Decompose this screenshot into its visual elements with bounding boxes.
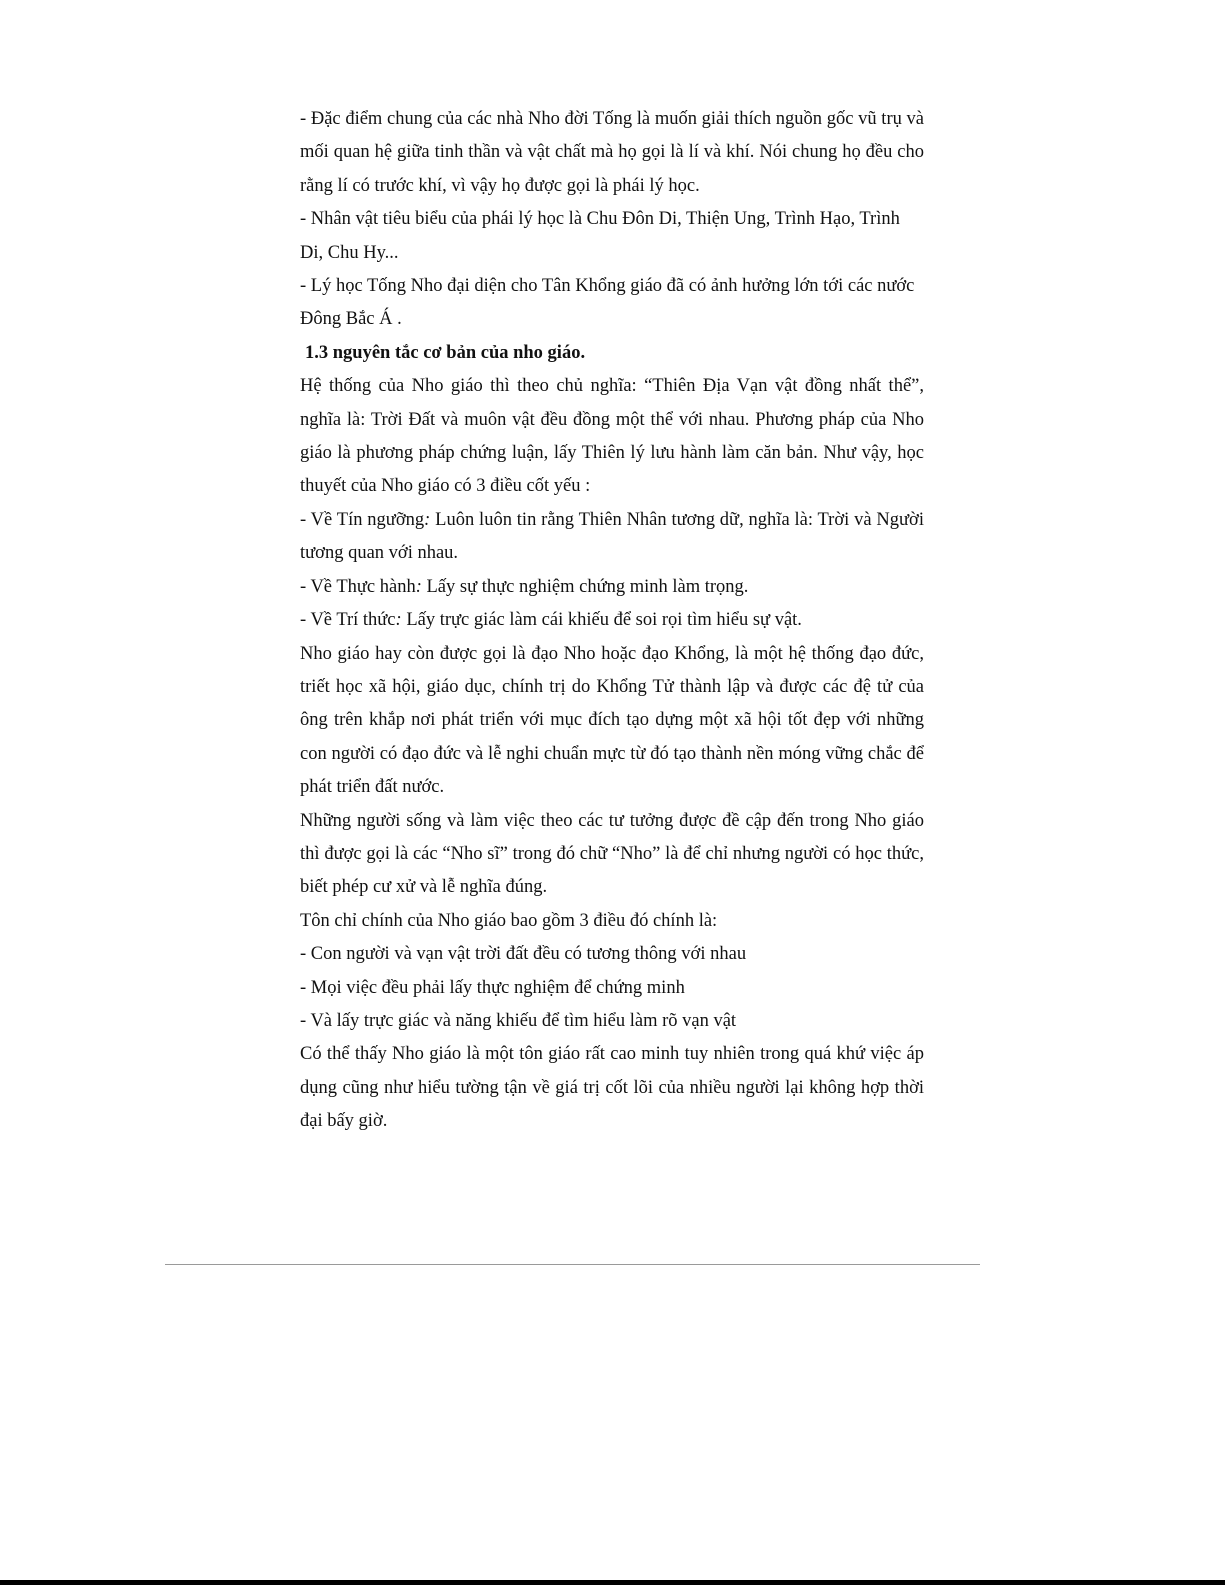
item-text: Lấy sự thực nghiệm chứng minh làm trọng. <box>421 576 749 597</box>
list-item-practice <box>300 571 924 604</box>
bullet-item: - Mọi việc đều phải lấy thực nghiệm để chứng minh <box>300 977 685 998</box>
paragraph-nho-si: Những người sống và làm việc theo các tư tưởng được đề cập đến trong Nho giáo thì được gọi là các “Nho sĩ” trong đó chữ “Nho” là để chỉ nhưng người có học thức, biết phép cư xử và lễ nghĩa đúng. <box>300 810 924 898</box>
bullet-item: - Và lấy trực giác và năng khiếu để tìm hiểu làm rõ vạn vật <box>300 1010 737 1031</box>
page-body <box>300 103 924 1139</box>
list-item-belief <box>300 504 924 571</box>
paragraph-conclusion: Có thể thấy Nho giáo là một tôn giáo rất cao minh tuy nhiên trong quá khứ việc áp dụng cũng như hiểu tường tận về giá trị cốt lõi của nhiều người lại không hợp thời đại bấy giờ. <box>300 1044 924 1132</box>
page-footer-divider <box>165 1264 980 1265</box>
bullet-item: - Con người và vạn vật trời đất đều có tương thông với nhau <box>300 944 747 965</box>
item-label: - Về Trí thức <box>300 610 396 631</box>
item-label: - Về Tín ngưỡng <box>300 509 425 530</box>
item-colon: : <box>395 610 402 631</box>
paragraph-neo-confucian-influence: - Lý học Tống Nho đại diện cho Tân Khổng giáo đã có ảnh hưởng lớn tới các nước Đông Bắc Á . <box>300 276 915 330</box>
paragraph-system-overview: Hệ thống của Nho giáo thì theo chủ nghĩa: “Thiên Địa Vạn vật đồng nhất thể”, nghĩa là: Trời Đất và muôn vật đều đồng một thể với nhau. Phương pháp của Nho giáo là phương pháp chứng luận, lấy Thiên lý lưu hành làm căn bản. Như vậy, học thuyết của Nho giáo có 3 điều cốt yếu : <box>300 376 924 497</box>
section-heading: 1.3 nguyên tắc cơ bản của nho giáo. <box>305 342 586 363</box>
page-bottom-edge <box>0 1580 1225 1585</box>
paragraph-song-confucian-features: - Đặc điểm chung của các nhà Nho đời Tống là muốn giải thích nguồn gốc vũ trụ và mối quan hệ giữa tinh thần và vật chất mà họ gọi là lí và khí. Nói chung họ đều cho rằng lí có trước khí, vì vậy họ được gọi là phái lý học. <box>300 109 924 196</box>
paragraph-confucianism-definition: Nho giáo hay còn được gọi là đạo Nho hoặc đạo Khổng, là một hệ thống đạo đức, triết học xã hội, giáo dục, chính trị do Khổng Tử thành lập và được các đệ tử của ông trên khắp nơi phát triển với mục đích tạo dựng một xã hội tốt đẹp với những con người có đạo đức và lễ nghi chuẩn mực từ đó tạo thành nền móng vững chắc để phát triển đất nước. <box>300 643 924 798</box>
item-colon: : <box>424 509 431 530</box>
paragraph-core-tenets-intro: Tôn chỉ chính của Nho giáo bao gồm 3 điều đó chính là: <box>300 910 718 931</box>
item-label: - Về Thực hành <box>300 576 416 597</box>
list-item-knowledge <box>300 604 924 637</box>
item-colon: : <box>415 576 422 597</box>
item-text: Lấy trực giác làm cái khiếu để soi rọi tìm hiểu sự vật. <box>401 610 802 631</box>
item-text: Luôn luôn tin rằng Thiên Nhân tương dữ, nghĩa là: Trời và Người tương quan với nhau. <box>300 509 924 564</box>
paragraph-representative-figures: - Nhân vật tiêu biểu của phái lý học là Chu Đôn Di, Thiện Ung, Trình Hạo, Trình Di, Chu Hy... <box>300 209 900 263</box>
